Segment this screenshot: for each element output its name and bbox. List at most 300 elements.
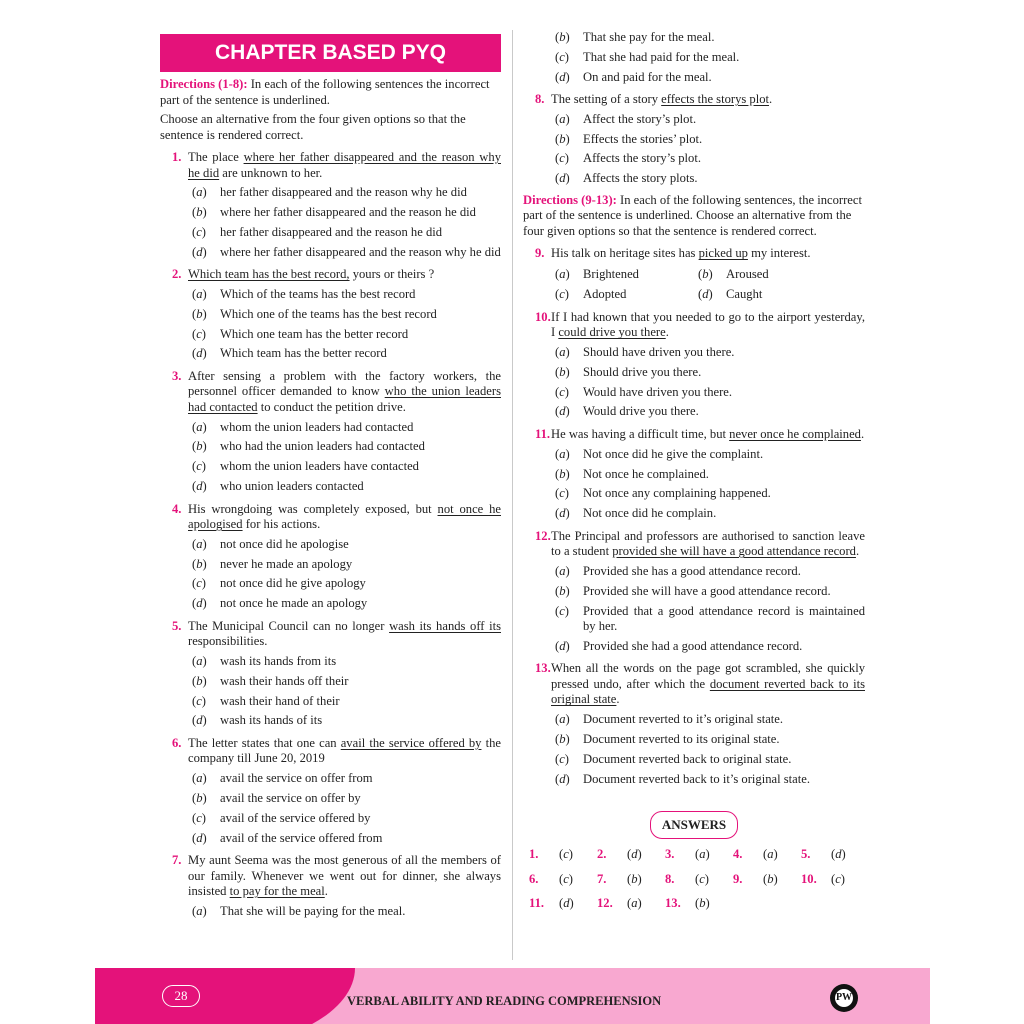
option-text: Adopted: [583, 287, 627, 302]
option: [160, 420, 501, 436]
question-13: [523, 661, 865, 787]
stem-text: The place: [188, 150, 244, 164]
question-number: 10.: [535, 309, 551, 324]
directions-1-8-continued: Choose an alternative from the four given options so that the sentence is rendered correct.: [160, 112, 466, 142]
question-number: 8.: [535, 92, 545, 107]
option: [160, 459, 501, 475]
question-text: [551, 529, 865, 560]
option-letter: ( a ): [555, 447, 583, 463]
question-text: [188, 150, 501, 181]
answer-item: [733, 847, 801, 863]
option-letter: ( a ): [555, 345, 583, 361]
option-text: Document reverted back to it’s original state.: [583, 771, 810, 786]
answers-grid: [523, 847, 865, 912]
option-letter: ( d ): [555, 171, 583, 187]
option-letter: ( d ): [555, 404, 583, 420]
option: [160, 557, 501, 573]
question-stem: [160, 736, 501, 767]
option: [160, 287, 501, 303]
option-text: avail of the service offered from: [220, 830, 383, 845]
option-letter: ( a ): [555, 564, 583, 580]
option-letter: ( c ): [192, 459, 220, 475]
question-text: [188, 267, 501, 283]
option-text: never he made an apology: [220, 556, 353, 571]
option: [160, 185, 501, 201]
question-2: [160, 267, 501, 362]
question-number: 11.: [535, 426, 551, 441]
option: [523, 447, 865, 463]
option-text: Which team has the better record: [220, 346, 387, 361]
underlined-part: picked up: [698, 246, 748, 261]
directions-9-13: [523, 193, 865, 240]
option-letter: ( d ): [192, 713, 220, 729]
option-letter: ( b ): [555, 584, 583, 600]
option-letter: ( c ): [555, 287, 583, 303]
option: [160, 307, 501, 323]
option-text: her father disappeared and the reason he did: [220, 224, 443, 239]
stem-text: His talk on heritage sites has: [551, 246, 699, 261]
option: [160, 479, 501, 495]
option: [160, 327, 501, 343]
option-text: whom the union leaders have contacted: [220, 459, 419, 474]
question-text: [551, 92, 865, 108]
option: [523, 506, 865, 522]
question-5: [160, 619, 501, 729]
question-7-continued: [523, 30, 865, 85]
option-letter: ( a ): [555, 267, 583, 283]
question-9: [523, 246, 865, 303]
option: [160, 537, 501, 553]
option-text: Brightened: [583, 266, 639, 281]
answer-item: [733, 872, 801, 888]
underlined-part: wash its hands off its: [389, 618, 501, 633]
option-text: Provided she will have a good attendance record.: [583, 583, 831, 598]
question-text: [188, 502, 501, 533]
option-text: avail of the service offered by: [220, 810, 371, 825]
option-text: Effects the stories’ plot.: [583, 131, 703, 146]
question-stem: [523, 427, 865, 443]
question-stem: [523, 246, 865, 262]
answer-number: 8.: [665, 871, 675, 886]
option-text: wash their hand of their: [220, 693, 340, 708]
answer-number: 12.: [597, 896, 613, 911]
answer-number: 4.: [733, 847, 743, 862]
option-letter: ( d ): [555, 639, 583, 655]
page-number: 28: [162, 985, 200, 1007]
answer-letter: ( d ): [627, 847, 655, 863]
option-text: where her father disappeared and the reason why he did: [220, 244, 501, 259]
stem-text: When all the words on the page got scrambled, she quickly pressed undo, after which the: [551, 661, 865, 691]
option-text: Provided that a good attendance record is maintained by her.: [583, 603, 865, 634]
option-text: wash its hands from its: [220, 654, 337, 669]
stem-text: The Municipal Council can no longer: [188, 618, 390, 633]
option-letter: ( c ): [555, 50, 583, 66]
question-12: [523, 529, 865, 655]
option-text: Should drive you there.: [583, 364, 702, 379]
option-text: Document reverted to it’s original state.: [583, 712, 784, 727]
option-letter: ( d ): [192, 596, 220, 612]
option-text: That she had paid for the meal.: [583, 49, 740, 64]
answer-number: 9.: [733, 871, 743, 886]
option: [523, 151, 865, 167]
option-letter: ( d ): [192, 346, 220, 362]
column-divider: [512, 30, 513, 960]
left-column: [160, 30, 501, 919]
question-text: [551, 310, 865, 341]
stem-text: .: [324, 884, 328, 899]
option-letter: ( d ): [555, 772, 583, 788]
question-stem: [160, 267, 501, 283]
question-list-left: [160, 150, 501, 919]
stem-text: .: [860, 426, 865, 441]
logo-text: PW: [835, 989, 853, 1007]
option-text: not once did he give apology: [220, 576, 366, 591]
question-number: 6.: [172, 735, 182, 750]
option-text: Caught: [726, 287, 763, 302]
underlined-part: not once he apologised: [188, 501, 501, 532]
stem-text: My aunt Seema was the most generous of all the members of our family. Whenever we went out for dinner, she always insisted: [188, 853, 501, 899]
option-letter: ( d ): [192, 831, 220, 847]
answer-item: [665, 896, 733, 912]
option-letter: ( a ): [192, 420, 220, 436]
page-footer: [95, 968, 930, 1024]
question-number: 5.: [172, 618, 182, 633]
stem-text: .: [769, 92, 773, 107]
question-stem: [160, 369, 501, 416]
question-7: [523, 30, 865, 85]
stem-text: After sensing a problem with the factory workers, the personnel officer demanded to know: [188, 368, 501, 399]
option-letter: ( c ): [192, 327, 220, 343]
option-text: Not once did he give the complaint.: [583, 446, 764, 461]
question-text: [551, 427, 865, 443]
option-letter: ( c ): [192, 576, 220, 592]
option-letter: ( a ): [192, 185, 220, 201]
answer-item: [665, 872, 733, 888]
options-grid: [523, 267, 865, 303]
stem-text: If I had known that you needed to go to the airport yesterday, I: [551, 309, 865, 340]
option: [523, 112, 865, 128]
option-text: not once he made an apology: [220, 596, 368, 611]
option-letter: ( b ): [555, 365, 583, 381]
option: [555, 267, 698, 283]
option: [160, 205, 501, 221]
answer-item: [597, 896, 665, 912]
stem-text: responsibilities.: [188, 634, 268, 649]
option: [523, 70, 865, 86]
question-text: [551, 246, 865, 262]
answer-item: [529, 872, 597, 888]
option-text: Affects the story’s plot.: [583, 151, 701, 166]
option: [160, 904, 501, 920]
option: [160, 831, 501, 847]
option-text: Which one of the teams has the best record: [220, 306, 437, 321]
underlined-part: who the union leaders had contacted: [188, 384, 501, 414]
option: [523, 385, 865, 401]
stem-text: .: [665, 325, 669, 340]
option-text: Affect the story’s plot.: [583, 111, 697, 126]
option: [160, 811, 501, 827]
question-text: [188, 853, 501, 900]
answer-letter: ( d ): [831, 847, 859, 863]
question-3: [160, 369, 501, 495]
option-text: Which of the teams has the best record: [220, 286, 416, 301]
question-stem: [160, 150, 501, 181]
stem-text: His wrongdoing was completely exposed, but: [188, 501, 438, 516]
underlined-part: document reverted back to its original state: [551, 676, 865, 707]
option-letter: ( b ): [555, 30, 583, 46]
option-text: who union leaders contacted: [220, 479, 364, 494]
option-text: her father disappeared and the reason why he did: [220, 185, 467, 200]
answer-number: 10.: [801, 871, 817, 886]
directions-label: Directions (1-8):: [160, 77, 248, 91]
option-letter: ( c ): [555, 385, 583, 401]
answers-title: ANSWERS: [650, 811, 738, 839]
option: [523, 712, 865, 728]
question-text: [188, 369, 501, 416]
stem-text: yours or theirs ?: [349, 267, 435, 282]
answer-letter: ( c ): [559, 847, 587, 863]
option-letter: ( a ): [555, 112, 583, 128]
book-title: VERBAL ABILITY AND READING COMPREHENSION: [347, 994, 662, 1008]
question-number: 2.: [172, 267, 182, 282]
option: [160, 245, 501, 261]
question-number: 7.: [172, 853, 182, 868]
question-text: [188, 736, 501, 767]
right-column: [523, 30, 865, 912]
option-text: not once did he apologise: [220, 536, 349, 551]
directions-text: In each of the following sentences the incorrect part of the sentence is underlined.: [160, 77, 490, 107]
answer-letter: ( b ): [627, 872, 655, 888]
option-letter: ( b ): [192, 674, 220, 690]
question-list-right: [523, 246, 865, 787]
answer-item: [665, 847, 733, 863]
option: [523, 467, 865, 483]
underlined-part: never once he complained: [729, 426, 861, 441]
option: [523, 345, 865, 361]
option-text: Provided she has a good attendance record.: [583, 563, 801, 578]
option: [160, 439, 501, 455]
stem-text: The letter states that one can: [188, 735, 341, 750]
underlined-part: to pay for the meal: [229, 884, 325, 899]
option: [523, 639, 865, 655]
option: [160, 596, 501, 612]
option-letter: ( a ): [555, 712, 583, 728]
option-letter: ( b ): [192, 307, 220, 323]
option-text: Provided she had a good attendance record.: [583, 638, 803, 653]
option: [160, 694, 501, 710]
option: [555, 287, 698, 303]
stem-text: .: [855, 544, 860, 559]
option-letter: ( b ): [192, 205, 220, 221]
answer-letter: ( c ): [831, 872, 859, 888]
option: [523, 564, 865, 580]
answer-number: 5.: [801, 847, 811, 862]
answer-item: [597, 847, 665, 863]
directions-label: Directions (9-13):: [523, 192, 617, 207]
option-letter: ( c ): [555, 486, 583, 502]
answer-number: 7.: [597, 871, 607, 886]
option-letter: ( a ): [192, 904, 220, 920]
underlined-part: effects the storys plot: [661, 92, 770, 107]
option-letter: ( b ): [555, 132, 583, 148]
option-letter: ( c ): [555, 604, 583, 635]
option-text: avail the service on offer by: [220, 791, 361, 806]
option-letter: ( d ): [555, 506, 583, 522]
answer-letter: ( a ): [763, 847, 791, 863]
option-text: wash its hands of its: [220, 713, 323, 728]
option: [698, 267, 865, 283]
question-number: 12.: [535, 528, 551, 543]
stem-text: my interest.: [747, 246, 811, 261]
option: [160, 346, 501, 362]
underlined-part: avail the service offered by: [340, 735, 482, 750]
option-letter: ( d ): [192, 245, 220, 261]
option: [698, 287, 865, 303]
option: [160, 713, 501, 729]
question-stem: [523, 310, 865, 341]
question-stem: [160, 502, 501, 533]
option-letter: ( c ): [555, 752, 583, 768]
option-text: who had the union leaders had contacted: [220, 439, 425, 454]
option: [523, 30, 865, 46]
question-text: [551, 661, 865, 708]
stem-text: He was having a difficult time, but: [551, 426, 730, 441]
chapter-title: CHAPTER BASED PYQ: [160, 34, 501, 72]
option-text: On and paid for the meal.: [583, 69, 712, 84]
question-1: [160, 150, 501, 260]
answer-number: 13.: [665, 896, 681, 911]
option-letter: ( d ): [698, 287, 726, 303]
answer-item: [801, 872, 869, 888]
option: [160, 771, 501, 787]
option: [523, 604, 865, 635]
question-number: 4.: [172, 501, 182, 516]
answer-number: 6.: [529, 871, 539, 886]
option-letter: ( b ): [698, 267, 726, 283]
option-text: Would drive you there.: [583, 404, 699, 419]
question-number: 3.: [172, 368, 182, 383]
answer-item: [801, 847, 869, 863]
underlined-part: where her father disappeared and the reason why he did: [188, 150, 501, 180]
option-text: Affects the story plots.: [583, 171, 698, 186]
answer-letter: ( d ): [559, 896, 587, 912]
directions-1-8: [160, 77, 501, 108]
answer-item: [529, 896, 597, 912]
option-text: Not once did he complain.: [583, 506, 717, 521]
pw-logo-icon: [830, 984, 858, 1012]
answer-number: 3.: [665, 847, 675, 862]
option: [160, 674, 501, 690]
stem-text: are unknown to her.: [219, 165, 323, 180]
option-text: Which one team has the better record: [220, 326, 409, 341]
question-10: [523, 310, 865, 420]
question-number: 13.: [535, 661, 551, 676]
question-stem: [160, 619, 501, 650]
question-number: 9.: [535, 246, 545, 261]
question-11: [523, 427, 865, 522]
option: [523, 404, 865, 420]
question-text: [188, 619, 501, 650]
question-4: [160, 502, 501, 612]
option-letter: ( d ): [192, 479, 220, 495]
answer-letter: ( a ): [627, 896, 655, 912]
option-text: whom the union leaders had contacted: [220, 419, 414, 434]
answer-item: [597, 872, 665, 888]
option-letter: ( b ): [192, 791, 220, 807]
footer-curve: [205, 968, 355, 1024]
option-text: Aroused: [726, 266, 769, 281]
option: [523, 171, 865, 187]
option-letter: ( d ): [555, 70, 583, 86]
option: [523, 584, 865, 600]
option-letter: ( c ): [192, 694, 220, 710]
question-7: [160, 853, 501, 919]
answer-number: 11.: [529, 896, 545, 911]
underlined-part: could drive you there: [558, 325, 666, 340]
option-text: Document reverted to its original state.: [583, 731, 780, 746]
option: [523, 365, 865, 381]
answer-letter: ( b ): [763, 872, 791, 888]
answer-number: 2.: [597, 847, 607, 862]
option-letter: ( a ): [192, 654, 220, 670]
answer-letter: ( c ): [559, 872, 587, 888]
option-text: Document reverted back to original state.: [583, 751, 792, 766]
option: [160, 225, 501, 241]
option-text: wash their hands off their: [220, 673, 349, 688]
stem-text: The setting of a story: [551, 92, 662, 107]
option-letter: ( c ): [555, 151, 583, 167]
answer-item: [529, 847, 597, 863]
stem-text: for his actions.: [242, 517, 321, 532]
option-text: avail the service on offer from: [220, 771, 373, 786]
option: [523, 732, 865, 748]
option: [160, 576, 501, 592]
question-stem: [160, 853, 501, 900]
option-text: Would have driven you there.: [583, 384, 733, 399]
underlined-part: Which team has the best record,: [188, 267, 350, 282]
question-stem: [523, 661, 865, 708]
option-letter: ( a ): [192, 287, 220, 303]
question-6: [160, 736, 501, 846]
option-text: Not once any complaining happened.: [583, 486, 771, 501]
option: [160, 654, 501, 670]
stem-text: .: [616, 692, 620, 707]
option-letter: ( b ): [192, 557, 220, 573]
option: [523, 486, 865, 502]
option: [523, 752, 865, 768]
option: [523, 772, 865, 788]
stem-text: to conduct the petition drive.: [257, 399, 406, 414]
option-letter: ( a ): [192, 537, 220, 553]
option: [160, 791, 501, 807]
question-stem: [523, 92, 865, 108]
option-letter: ( b ): [192, 439, 220, 455]
question-number: 1.: [172, 150, 182, 164]
option-text: where her father disappeared and the reason he did: [220, 205, 476, 220]
option-text: Should have driven you there.: [583, 345, 735, 360]
option-letter: ( a ): [192, 771, 220, 787]
stem-text: the company till June 20, 2019: [188, 735, 501, 766]
option: [523, 132, 865, 148]
option-letter: ( c ): [192, 225, 220, 241]
option-text: That she pay for the meal.: [583, 30, 715, 44]
option-letter: ( c ): [192, 811, 220, 827]
option: [523, 50, 865, 66]
question-8: [523, 92, 865, 187]
underlined-part: provided she will have a good attendance record: [612, 544, 856, 559]
option-text: That she will be paying for the meal.: [220, 903, 406, 918]
question-stem: [523, 529, 865, 560]
